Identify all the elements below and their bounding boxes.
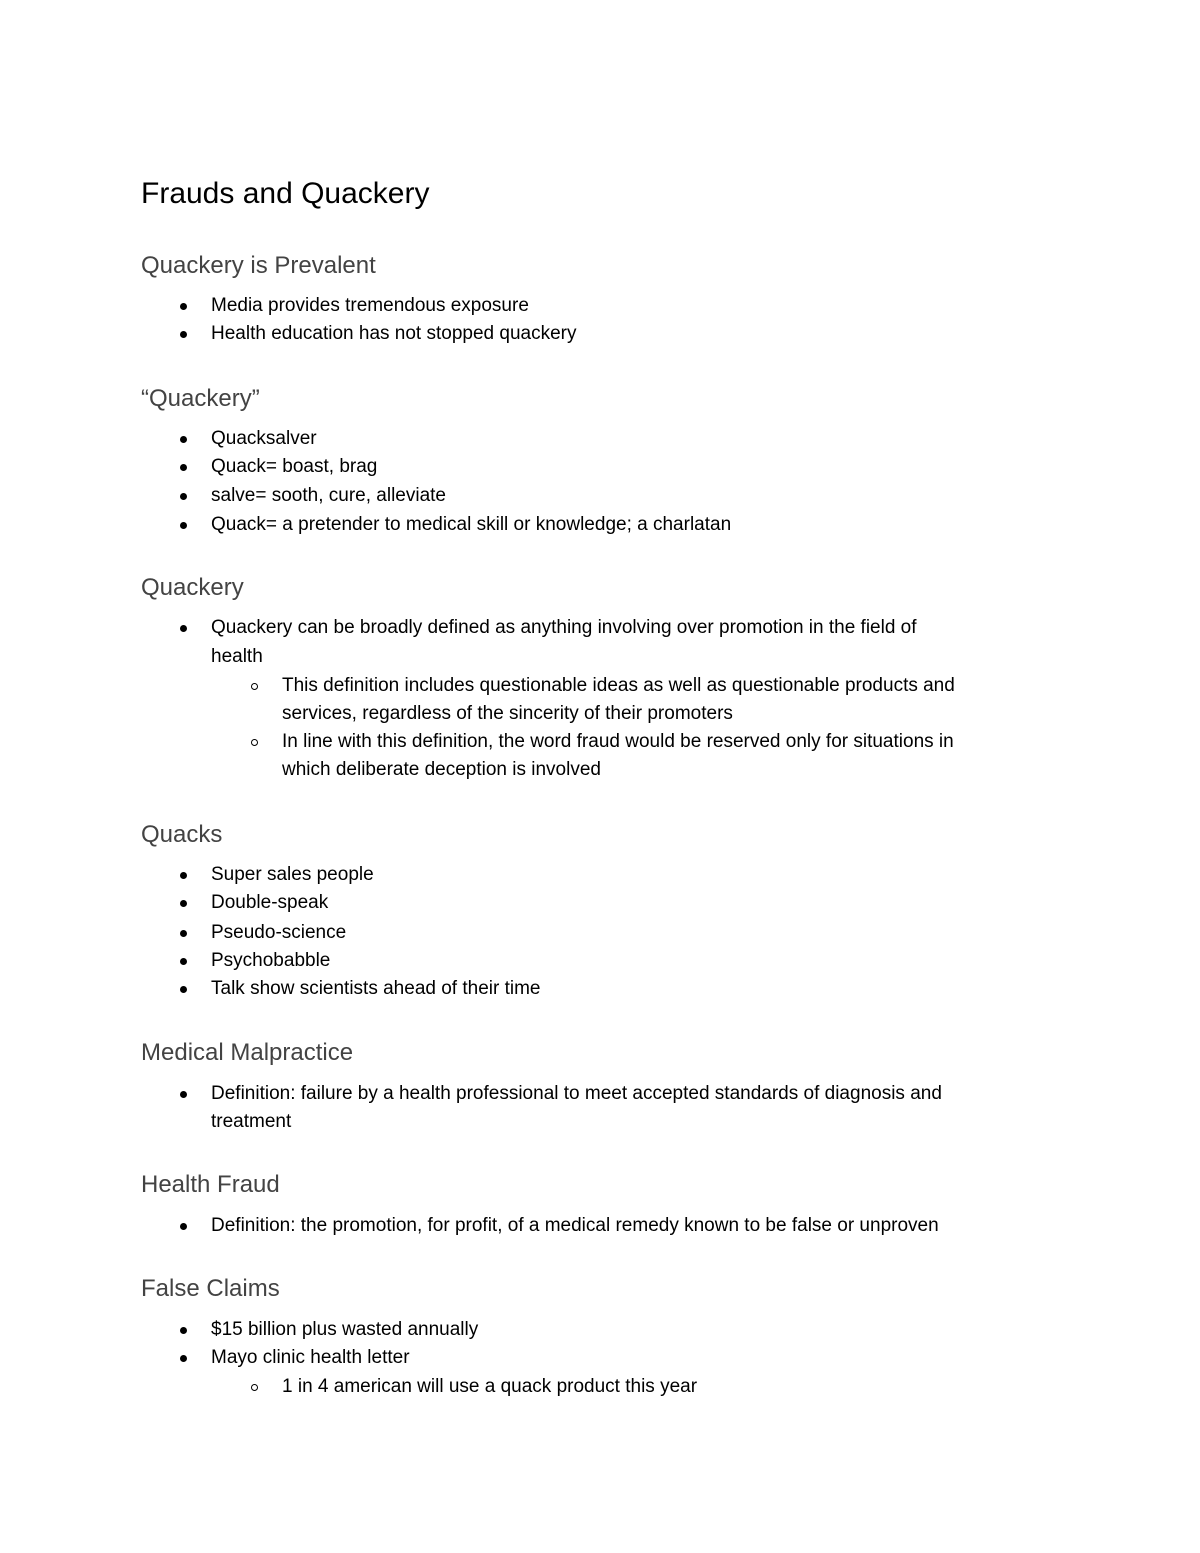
section-heading: False Claims — [141, 1275, 280, 1302]
bullet-icon — [180, 522, 187, 529]
bullet-icon — [180, 464, 187, 471]
list-item: Quacksalver — [211, 428, 317, 449]
list-item: $15 billion plus wasted annually — [211, 1319, 479, 1340]
list-item: Talk show scientists ahead of their time — [211, 978, 541, 999]
sub-list-item-line: This definition includes questionable ideas as well as questionable products and — [282, 675, 955, 696]
list-item-line: Quackery can be broadly defined as anything involving over promotion in the field of — [211, 617, 917, 638]
document-title: Frauds and Quackery — [141, 177, 430, 210]
section-heading: Quackery — [141, 574, 244, 601]
list-item: Super sales people — [211, 864, 374, 885]
list-item: Quack= a pretender to medical skill or knowledge; a charlatan — [211, 514, 732, 535]
sub-list-item: 1 in 4 american will use a quack product this year — [282, 1376, 698, 1397]
bullet-icon — [180, 331, 187, 338]
list-item: Psychobabble — [211, 950, 331, 971]
list-item: Definition: the promotion, for profit, of a medical remedy known to be false or unproven — [211, 1215, 939, 1236]
sub-bullet-icon — [251, 739, 258, 746]
sub-bullet-icon — [251, 683, 258, 690]
list-item: Mayo clinic health letter — [211, 1347, 410, 1368]
bullet-icon — [180, 986, 187, 993]
bullet-icon — [180, 872, 187, 879]
sub-list-item-line: which deliberate deception is involved — [282, 759, 601, 780]
bullet-icon — [180, 493, 187, 500]
list-item: Double-speak — [211, 892, 329, 913]
list-item-line: Definition: failure by a health professional to meet accepted standards of diagnosis and — [211, 1083, 942, 1104]
list-item: Pseudo-science — [211, 922, 347, 943]
section-heading: Quackery is Prevalent — [141, 252, 376, 279]
list-item: salve= sooth, cure, alleviate — [211, 485, 446, 506]
sub-list-item-line: services, regardless of the sincerity of their promoters — [282, 703, 733, 724]
list-item: Quack= boast, brag — [211, 456, 378, 477]
bullet-icon — [180, 1327, 187, 1334]
bullet-icon — [180, 625, 187, 632]
section-heading: Quacks — [141, 821, 223, 848]
bullet-icon — [180, 900, 187, 907]
list-item-line: health — [211, 646, 263, 667]
sub-bullet-icon — [251, 1384, 258, 1391]
bullet-icon — [180, 1223, 187, 1230]
bullet-icon — [180, 436, 187, 443]
bullet-icon — [180, 1355, 187, 1362]
section-heading: Health Fraud — [141, 1171, 280, 1198]
sub-list-item-line: In line with this definition, the word fraud would be reserved only for situations in — [282, 731, 954, 752]
bullet-icon — [180, 303, 187, 310]
bullet-icon — [180, 1091, 187, 1098]
section-heading: Medical Malpractice — [141, 1039, 354, 1066]
bullet-icon — [180, 930, 187, 937]
list-item: Health education has not stopped quackery — [211, 323, 577, 344]
list-item-line: treatment — [211, 1111, 292, 1132]
list-item: Media provides tremendous exposure — [211, 295, 529, 316]
bullet-icon — [180, 958, 187, 965]
section-heading: “Quackery” — [141, 385, 260, 412]
